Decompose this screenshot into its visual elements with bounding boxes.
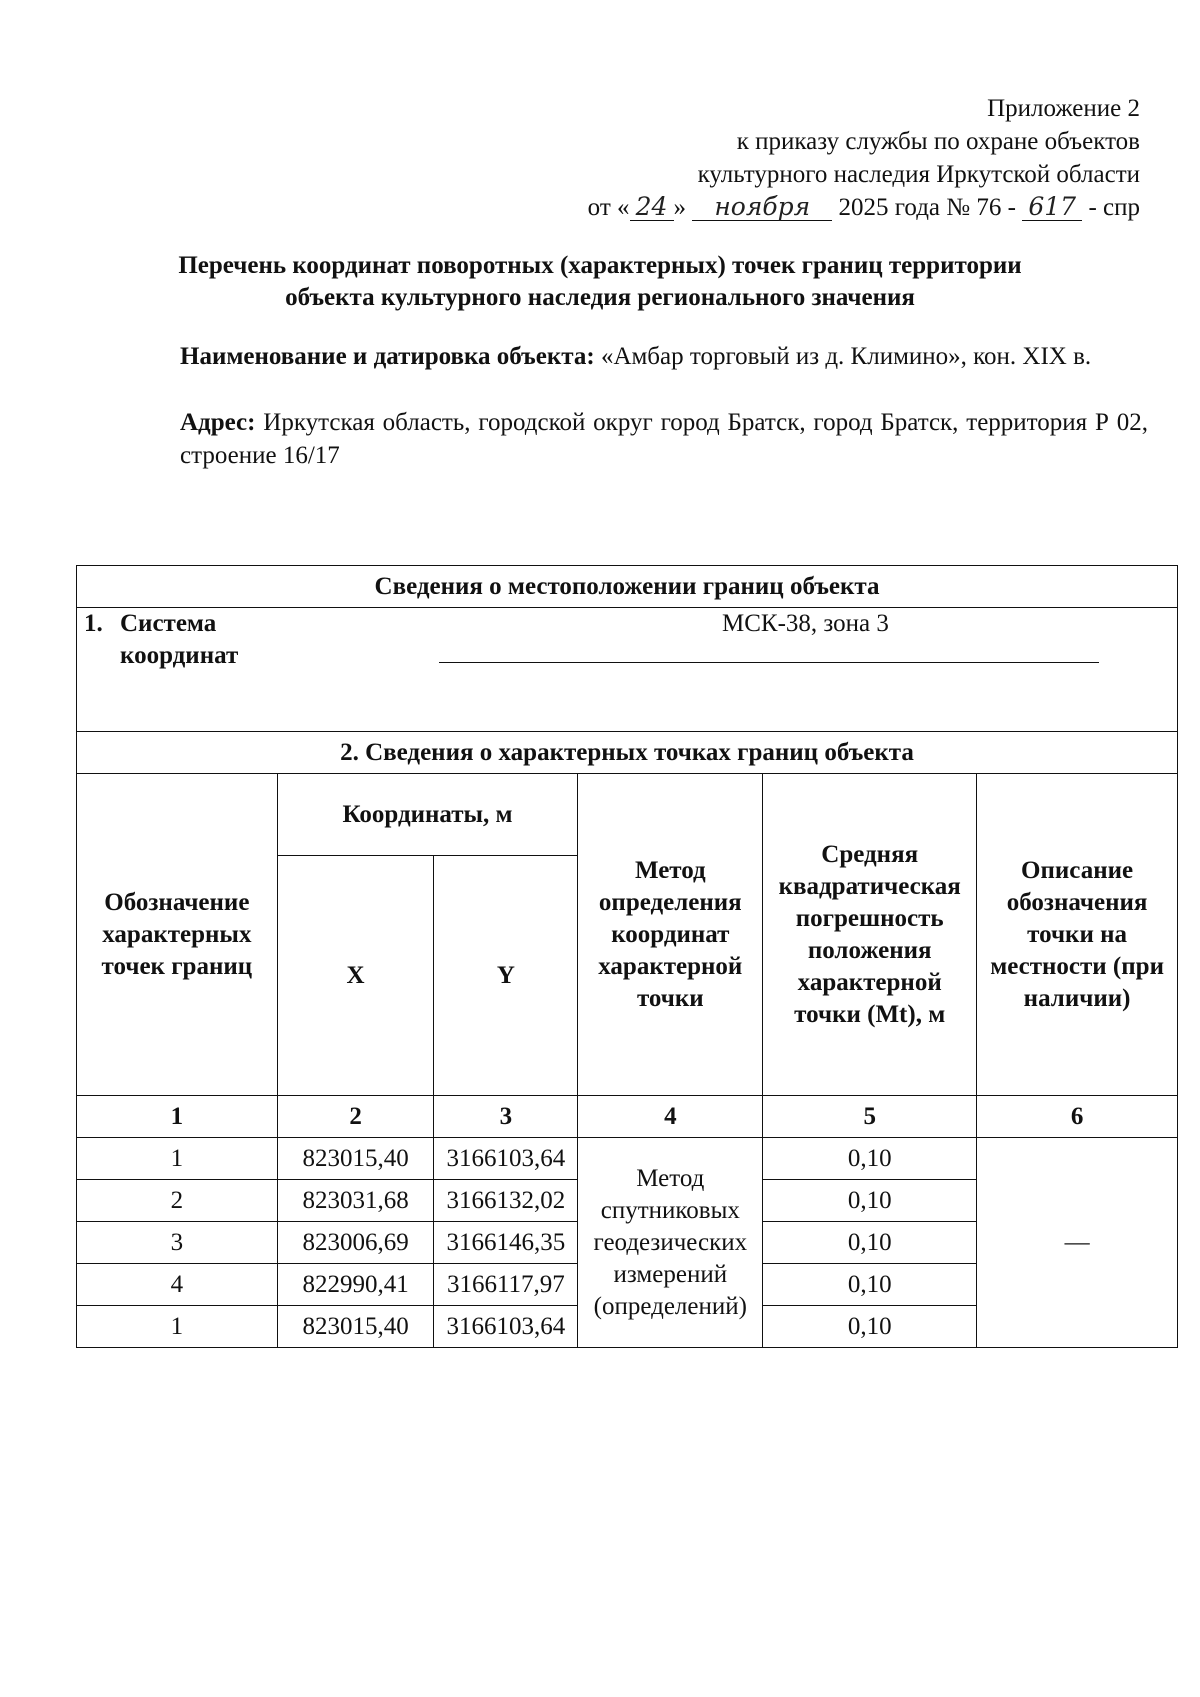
error-cell: 0,10 (763, 1222, 977, 1264)
y-cell: 3166117,97 (434, 1264, 578, 1306)
system-label: Система координат (120, 610, 239, 669)
column-number: 6 (977, 1096, 1178, 1138)
x-cell: 823015,40 (277, 1306, 434, 1348)
x-cell: 822990,41 (277, 1264, 434, 1306)
column-number: 2 (277, 1096, 434, 1138)
document-title (100, 250, 1100, 314)
object-address (180, 406, 1148, 472)
appendix-header (520, 92, 1140, 224)
object-address-label: Адрес: (180, 409, 256, 436)
date-mid: » (673, 194, 687, 221)
column-number: 5 (763, 1096, 977, 1138)
system-label-cell (77, 608, 434, 732)
point-cell: 3 (77, 1222, 278, 1264)
section-title: Сведения о местоположении границ объекта (77, 566, 1178, 608)
x-cell: 823006,69 (277, 1222, 434, 1264)
x-cell: 823015,40 (277, 1138, 434, 1180)
order-suffix: - спр (1088, 194, 1140, 221)
system-value: МСК-38, зона 3 (722, 610, 889, 637)
header-coords: Координаты, м (277, 774, 578, 856)
appendix-line-3: культурного наследия Иркутской области (697, 161, 1140, 188)
handwritten-order-number: 617 (1022, 194, 1082, 221)
system-value-cell (434, 608, 1178, 732)
appendix-line-1: Приложение 2 (987, 95, 1140, 122)
point-cell: 4 (77, 1264, 278, 1306)
object-name (180, 340, 1148, 373)
object-address-value: Иркутская область, городской округ город Братск, город Братск, территория Р 02, строение 16/17 (180, 409, 1148, 469)
x-cell: 823031,68 (277, 1180, 434, 1222)
header-x: X (277, 856, 434, 1096)
system-number: 1. (84, 610, 103, 637)
title-line-1: Перечень координат поворотных (характерных) точек границ территории (178, 252, 1022, 279)
header-method: Метод определения координат характерной точки (578, 774, 763, 1096)
point-cell: 1 (77, 1306, 278, 1348)
title-line-2: объекта культурного наследия регионального значения (285, 284, 915, 311)
column-number: 3 (434, 1096, 578, 1138)
appendix-date-line (520, 191, 1140, 224)
y-cell: 3166146,35 (434, 1222, 578, 1264)
y-cell: 3166132,02 (434, 1180, 578, 1222)
description-cell: — (977, 1138, 1178, 1348)
date-prefix: от « (587, 194, 630, 221)
error-cell: 0,10 (763, 1306, 977, 1348)
header-point: Обозначение характерных точек границ (77, 774, 278, 1096)
error-cell: 0,10 (763, 1138, 977, 1180)
header-error: Средняя квадратическая погрешность положения характерной точки (Mt), м (763, 774, 977, 1096)
points-title: 2. Сведения о характерных точках границ объекта (77, 732, 1178, 774)
system-underline (439, 640, 1099, 663)
boundary-table (76, 565, 1178, 1348)
y-cell: 3166103,64 (434, 1306, 578, 1348)
error-cell: 0,10 (763, 1180, 977, 1222)
handwritten-day: 24 (630, 194, 674, 221)
point-cell: 1 (77, 1138, 278, 1180)
column-number: 4 (578, 1096, 763, 1138)
header-y: Y (434, 856, 578, 1096)
y-cell: 3166103,64 (434, 1138, 578, 1180)
column-number: 1 (77, 1096, 278, 1138)
object-name-label: Наименование и датировка объекта: (180, 343, 595, 370)
method-cell: Метод спутниковых геодезических измерений (определений) (578, 1138, 763, 1348)
year-text: 2025 года № 76 - (838, 194, 1016, 221)
table-row (77, 1138, 1178, 1180)
handwritten-month: ноября (692, 194, 832, 221)
appendix-line-2: к приказу службы по охране объектов (736, 128, 1140, 155)
error-cell: 0,10 (763, 1264, 977, 1306)
header-description: Описание обозначения точки на местности (при наличии) (977, 774, 1178, 1096)
point-cell: 2 (77, 1180, 278, 1222)
object-name-value: «Амбар торговый из д. Климино», кон. XIX в. (600, 343, 1092, 370)
